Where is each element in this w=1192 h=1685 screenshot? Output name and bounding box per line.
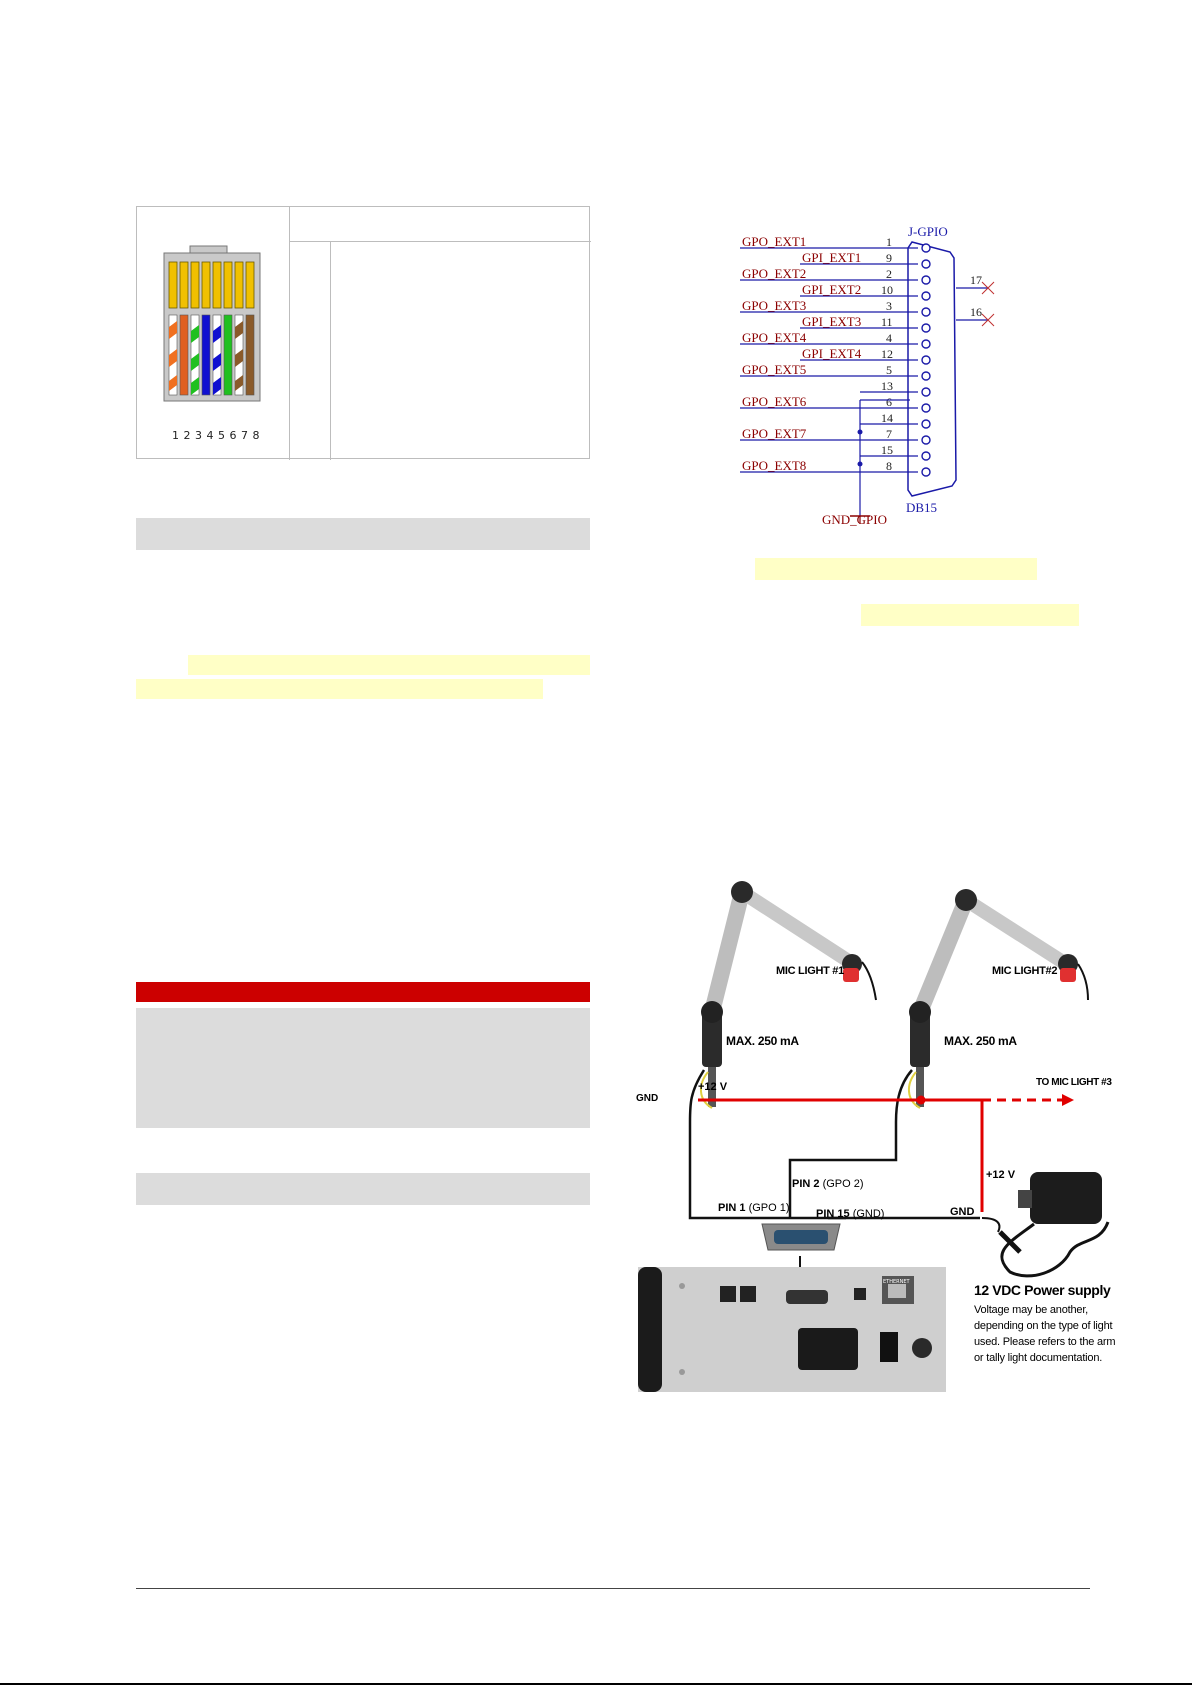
- rj45-table: [136, 206, 590, 459]
- label-mic-light-2: MIC LIGHT#2: [992, 965, 1058, 977]
- psu-description: [974, 1302, 1115, 1366]
- pin-number: 7: [886, 427, 892, 441]
- panel-ethernet-label: ETHERNET: [883, 1279, 910, 1285]
- label-max-current-2: MAX. 250 mA: [944, 1034, 1017, 1048]
- net-label: GPO_EXT2: [742, 266, 807, 281]
- pin-number: 14: [881, 411, 893, 425]
- net-label: GPO_EXT6: [742, 394, 807, 409]
- connector-name: J-GPIO: [908, 224, 948, 239]
- rj45-table-inner-column-border: [330, 241, 331, 460]
- label-pin1-note: (GPO 1): [748, 1202, 790, 1214]
- psu-line-3: used. Please refers to the arm: [974, 1336, 1116, 1348]
- pin-number: 2: [886, 267, 892, 281]
- pin-socket: [922, 452, 930, 460]
- pin-number: 10: [881, 283, 893, 297]
- warning-body: [136, 1008, 590, 1128]
- label-pin1: [718, 1202, 790, 1214]
- label-gnd-right: GND: [950, 1206, 975, 1218]
- mic-arm-1: [701, 881, 876, 1107]
- label-max-current-1: MAX. 250 mA: [726, 1034, 799, 1048]
- junction-14: [858, 430, 863, 435]
- net-label: GPI_EXT1: [802, 250, 862, 265]
- net-label: GPO_EXT4: [742, 330, 807, 345]
- gpio-schematic: [740, 220, 1050, 530]
- label-pin1-bold: PIN 1: [718, 1202, 746, 1214]
- ground-label: GND_GPIO: [822, 512, 887, 527]
- pin-number: 8: [886, 459, 892, 473]
- label-plus12-right: +12 V: [986, 1169, 1016, 1181]
- net-label: GPO_EXT7: [742, 426, 807, 441]
- pin-socket: [922, 468, 930, 476]
- pin-socket: [922, 372, 930, 380]
- psu-line-1: Voltage may be another,: [974, 1304, 1089, 1316]
- pin-socket: [922, 292, 930, 300]
- arrow-to-mic-light-3: [1062, 1094, 1074, 1106]
- net-label: GPO_EXT5: [742, 362, 807, 377]
- pin-socket: [922, 420, 930, 428]
- psu-line-2: depending on the type of light: [974, 1320, 1113, 1332]
- pin-number: 3: [886, 299, 892, 313]
- pin-socket: [922, 308, 930, 316]
- rj45-table-header-divider: [289, 241, 591, 242]
- section-bar-1: [136, 518, 590, 550]
- highlight-line-2: [136, 679, 543, 699]
- junction-plus12: [917, 1096, 926, 1105]
- label-plus12-left: +12 V: [698, 1081, 728, 1093]
- rj45-connector-image: [137, 207, 289, 460]
- connector-type: DB15: [906, 500, 938, 515]
- section-bar-2: [136, 1173, 590, 1205]
- shell-pin-16: 16: [970, 305, 982, 319]
- warning-title-bar: [136, 982, 590, 1002]
- power-supply: [1000, 1172, 1108, 1276]
- junction-15: [858, 462, 863, 467]
- net-label: GPO_EXT8: [742, 458, 807, 473]
- net-label: GPI_EXT2: [802, 282, 862, 297]
- pin-socket: [922, 260, 930, 268]
- label-gnd-left: GND: [636, 1093, 659, 1104]
- rj45-pin-numbers: 1 2 3 4 5 6 7 8: [172, 429, 260, 442]
- wire-gpo2: [790, 1070, 912, 1218]
- pin-socket: [922, 324, 930, 332]
- net-label: GPI_EXT3: [802, 314, 862, 329]
- pin-number: 11: [881, 315, 893, 329]
- footer-rule: [136, 1588, 1090, 1589]
- pin-number: 6: [886, 395, 892, 409]
- pin-number: 5: [886, 363, 892, 377]
- label-pin15-bold: PIN 15: [816, 1208, 850, 1220]
- label-pin2: [792, 1178, 864, 1190]
- net-label: GPO_EXT3: [742, 298, 807, 313]
- mic-arm-2: [909, 889, 1088, 1107]
- label-pin2-note: (GPO 2): [822, 1178, 864, 1190]
- label-pin15-note: (GND): [852, 1208, 885, 1220]
- net-label: GPI_EXT4: [802, 346, 862, 361]
- label-to-mic-light-3: TO MIC LIGHT #3: [1036, 1077, 1112, 1088]
- pin-number: 9: [886, 251, 892, 265]
- rj45-table-image-cell-border: [289, 207, 290, 460]
- highlight-right-1: [755, 558, 1037, 580]
- pin-socket: [922, 388, 930, 396]
- pin-socket: [922, 340, 930, 348]
- label-pin15: [816, 1208, 884, 1220]
- pin-number: 13: [881, 379, 893, 393]
- pin-number: 15: [881, 443, 893, 457]
- label-pin2-bold: PIN 2: [792, 1178, 820, 1190]
- pin-number: 4: [886, 331, 892, 345]
- pin-socket: [922, 244, 930, 252]
- psu-title: 12 VDC Power supply: [974, 1282, 1111, 1298]
- pin-number: 12: [881, 347, 893, 361]
- pin-socket: [922, 436, 930, 444]
- pin-socket: [922, 404, 930, 412]
- pin-number: 1: [886, 235, 892, 249]
- device-rear-panel: [638, 1267, 946, 1392]
- net-label: GPO_EXT1: [742, 234, 807, 249]
- label-mic-light-1: MIC LIGHT #1: [776, 965, 844, 977]
- pin-socket: [922, 276, 930, 284]
- highlight-line-1: [188, 655, 590, 675]
- shell-pin-17: 17: [970, 273, 982, 287]
- pin-socket: [922, 356, 930, 364]
- wiring-illustration: [630, 872, 1122, 1400]
- highlight-right-2: [861, 604, 1079, 626]
- psu-line-4: or tally light documentation.: [974, 1352, 1103, 1364]
- wire-supply-cable: [982, 1218, 999, 1232]
